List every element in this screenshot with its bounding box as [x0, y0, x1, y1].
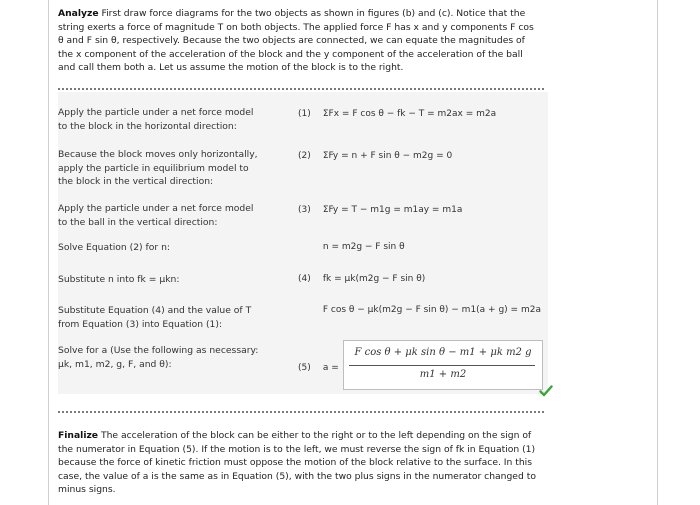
answer-denominator: m1 + m2	[419, 369, 467, 380]
eq-number-4: (4)	[298, 274, 311, 284]
step-4-equation	[298, 241, 405, 254]
analyze-paragraph	[58, 7, 538, 75]
step-6-equation	[298, 304, 541, 317]
eq-4: fk = μk(m2g − F sin θ)	[322, 274, 426, 284]
answer-numerator: F cos θ + μk sin θ − m1 + μk m2 g	[354, 347, 532, 358]
divider-bottom	[58, 411, 544, 413]
step-7-label: Solve for a (Use the following as necessary: μk, m1, m2, g, F, and θ):	[58, 345, 259, 370]
eq-combined: F cos θ − μk(m2g − F sin θ) − m1(a + g) = m2a	[322, 305, 541, 315]
step-1-label: Apply the particle under a net force model to the block in the horizontal direction:	[58, 107, 254, 132]
step-7-equation	[298, 362, 339, 375]
step-2-equation	[298, 150, 452, 163]
step-6-label: Substitute Equation (4) and the value of T from Equation (3) into Equation (1):	[58, 305, 252, 330]
finalize-body: The acceleration of the block can be either to the right or to the left depending on the sign of the numerator in Equation (5). If the motion is to the left, we must reverse the sign of fk in Equation (1) because the force of kinetic friction must oppose the motion of the block relative to the surface. In this case, the value of a is the same as in Equation (5), with the two plus signs in the numerator changed to minus signs.	[58, 430, 536, 496]
divider-top	[58, 88, 544, 90]
analyze-body: First draw force diagrams for the two objects as shown in figures (b) and (c). Notice that the string exerts a force of magnitude T on both objects. The applied force F has x and y components F cos θ and F sin θ, respectively. Because the two objects are connected, we can equate the magnitudes of the x component of the acceleration of the block and the y component of the acceleration of the ball and call them both a. Let us assume the motion of the block is to the right.	[58, 8, 534, 74]
eq-number-5: (5)	[298, 363, 311, 373]
step-4-label: Solve Equation (2) for n:	[58, 242, 171, 253]
eq-3: ΣFy = T − m1g = m1ay = m1a	[322, 205, 463, 215]
step-3-equation	[298, 204, 462, 217]
fraction-bar	[349, 365, 535, 366]
eq-number-3: (3)	[298, 205, 311, 215]
eq-5-lhs: a =	[322, 363, 339, 373]
eq-number-1: (1)	[298, 109, 311, 119]
solution-steps	[58, 92, 548, 394]
eq-2: ΣFy = n + F sin θ − m2g = 0	[322, 151, 453, 161]
finalize-paragraph	[58, 429, 544, 497]
finalize-heading: Finalize	[58, 430, 99, 441]
step-5-equation	[298, 273, 425, 286]
eq-number-2: (2)	[298, 151, 311, 161]
step-5-label: Substitute n into fk = μkn:	[58, 274, 180, 285]
step-2-label: Because the block moves only horizontally, apply the particle in equilibrium model to the block in the vertical direction:	[58, 149, 258, 187]
eq-1: ΣFx = F cos θ − fk − T = m2ax = m2a	[322, 109, 497, 119]
step-1-equation	[298, 108, 496, 121]
answer-input[interactable]	[343, 340, 543, 390]
analyze-heading: Analyze	[58, 8, 99, 19]
check-icon	[539, 384, 553, 398]
step-3-label: Apply the particle under a net force model to the ball in the vertical direction:	[58, 203, 254, 228]
eq-n: n = m2g − F sin θ	[322, 242, 405, 252]
